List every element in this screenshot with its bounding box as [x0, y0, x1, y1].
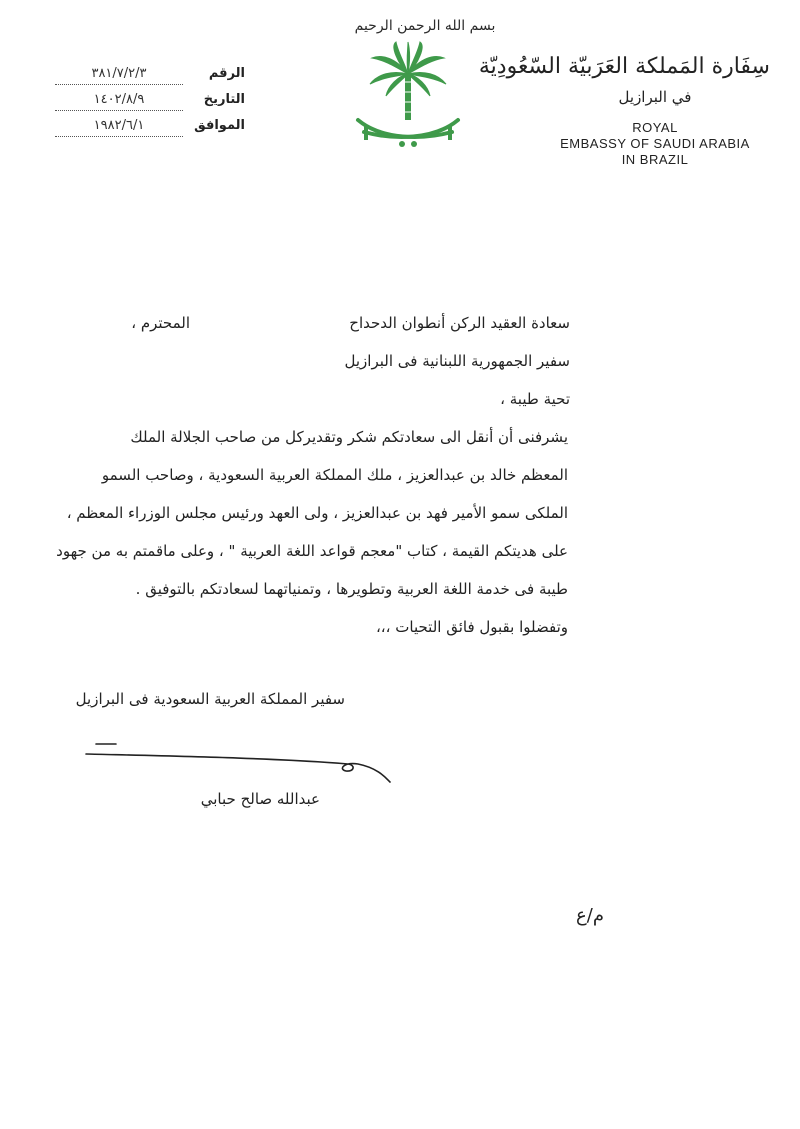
gregorian-date-label: الموافق [194, 118, 245, 133]
sender-name: عبدالله صالح حبابي [200, 790, 320, 808]
reference-number-row [55, 66, 245, 86]
sender-title: سفير المملكة العربية السعودية فى البرازيل [75, 690, 345, 708]
gregorian-date-value: ١٩٨٢/٦/١ [55, 118, 183, 137]
embassy-name-arabic: سِفَارة المَملكة العَرَبيّة السّعُودِيّة [478, 54, 770, 79]
hijri-date-label: التاريخ [203, 92, 245, 107]
addressee-line: سعادة العقيد الركن أنطوان الدحداح [349, 314, 570, 332]
signature-icon [78, 738, 398, 798]
gregorian-date-row [55, 118, 245, 138]
saudi-emblem-icon [352, 40, 464, 160]
body-line: على هديتكم القيمة ، كتاب "معجم قواعد اللغة العربية " ، وعلى ماقمتم به من جهود [56, 542, 568, 560]
greeting: تحية طيبة ، [500, 390, 570, 408]
body-line: المعظم خالد بن عبدالعزيز ، ملك المملكة العربية السعودية ، وصاحب السمو [101, 466, 568, 484]
honorific: المحترم ، [131, 314, 190, 332]
page-mark: م/ع [576, 905, 604, 926]
embassy-name-english-line: EMBASSY OF SAUDI ARABIA [560, 136, 750, 151]
hijri-date-value: ١٤٠٢/٨/٩ [55, 92, 183, 111]
embassy-name-english-line: ROYAL [632, 120, 678, 135]
body-line: يشرفنى أن أنقل الى سعادتكم شكر وتقديركل من صاحب الجلالة الملك [130, 428, 568, 446]
body-line: طيبة فى خدمة اللغة العربية وتطويرها ، وتمنياتهما لسعادتكم بالتوفيق . [135, 580, 568, 598]
embassy-location-arabic: في البرازيل [618, 88, 692, 106]
hijri-date-row [55, 92, 245, 112]
body-line: الملكى سمو الأمير فهد بن عبدالعزيز ، ولى العهد ورئيس مجلس الوزراء المعظم ، [66, 504, 568, 522]
closing: وتفضلوا بقبول فائق التحيات ،،، [375, 618, 568, 636]
embassy-name-english-line: IN BRAZIL [621, 152, 689, 167]
reference-number-label: الرقم [208, 66, 245, 81]
basmala: بسم الله الرحمن الرحيم [354, 18, 496, 34]
embassy-name-english [540, 120, 770, 168]
addressee-title: سفير الجمهورية اللبنانية فى البرازيل [344, 352, 570, 370]
reference-number-value: ٣٨١/٧/٢/٣ [55, 66, 183, 85]
